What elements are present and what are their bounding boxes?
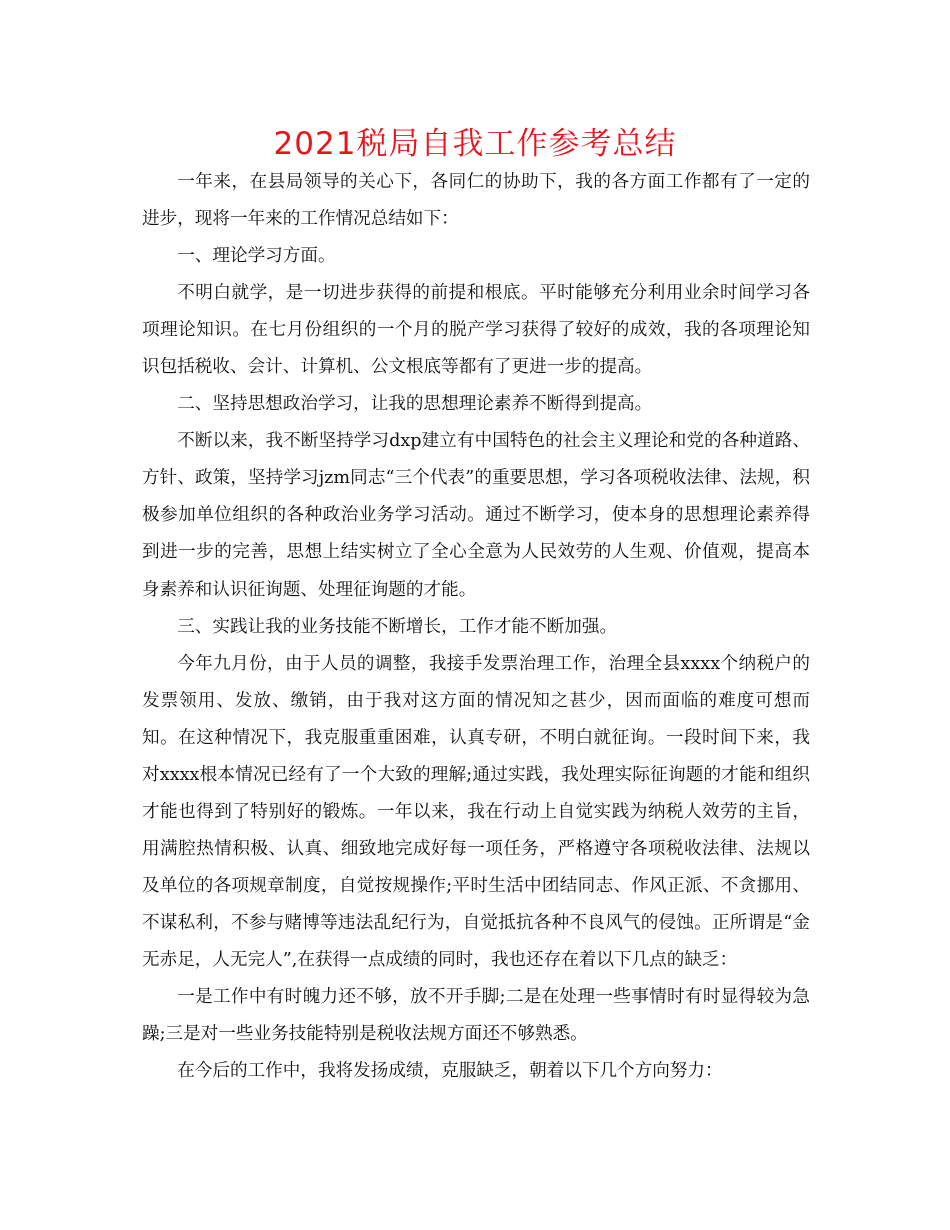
document-title: 2021税局自我工作参考总结 [273,126,677,162]
paragraph-shortcomings: 一是工作中有时魄力还不够，放不开手脚;二是在处理一些事情时有时显得较为急躁;三是对一些业务技能特别是税收法规方面还不够熟悉。 [142,987,810,1045]
paragraph-theory: 不明白就学，是一切进步获得的前提和根底。平时能够充分利用业余时间学习各项理论知识。在七月份组织的一个月的脱产学习获得了较好的成效，我的各项理论知识包括税收、会计、计算机、公文根底等都有了更进一步的提高。 [142,283,810,378]
section-heading-theory: 一、理论学习方面。 [177,246,336,267]
paragraph-future: 在今后的工作中，我将发扬成绩，克服缺乏，朝着以下几个方向努力： [177,1061,723,1082]
section-heading-practice: 三、实践让我的业务技能不断增长，工作才能不断加强。 [177,616,618,637]
paragraph-intro: 一年来，在县局领导的关心下，各同仁的协助下，我的各方面工作都有了一定的进步，现将一年来的工作情况总结如下： [142,172,810,230]
document-body [142,164,810,1090]
paragraph-practice: 今年九月份，由于人员的调整，我接手发票治理工作，治理全县xxxx个纳税户的发票领用、发放、缴销，由于我对这方面的情况知之甚少，因而面临的难度可想而知。在这种情况下，我克服重重困难，认真专研，不明白就征询。一段时间下来，我对xxxx根本情况已经有了一个大致的理解;通过实践，我处理实际征询题的才能和组织才能也得到了特别好的锻炼。一年以来，我在行动上自觉实践为纳税人效劳的主旨，用满腔热情积极、认真、细致地完成好每一项任务，严格遵守各项税收法律、法规以及单位的各项规章制度，自觉按规操作;平时生活中团结同志、作风正派、不贪挪用、不谋私利，不参与赌博等违法乱纪行为，自觉抵抗各种不良风气的侵蚀。正所谓是“金无赤足，人无完人”,在获得一点成绩的同时，我也还存在着以下几点的缺乏： [142,653,810,970]
section-heading-politics: 二、坚持思想政治学习，让我的思想理论素养不断得到提高。 [177,394,653,415]
paragraph-politics: 不断以来，我不断坚持学习dxp建立有中国特色的社会主义理论和党的各种道路、方针、政策，坚持学习jzm同志“三个代表”的重要思想，学习各项税收法律、法规，积极参加单位组织的各种政治业务学习活动。通过不断学习，使本身的思想理论素养得到进一步的完善，思想上结实树立了全心全意为人民效劳的人生观、价值观，提高本身素养和认识征询题、处理征询题的才能。 [142,431,810,600]
